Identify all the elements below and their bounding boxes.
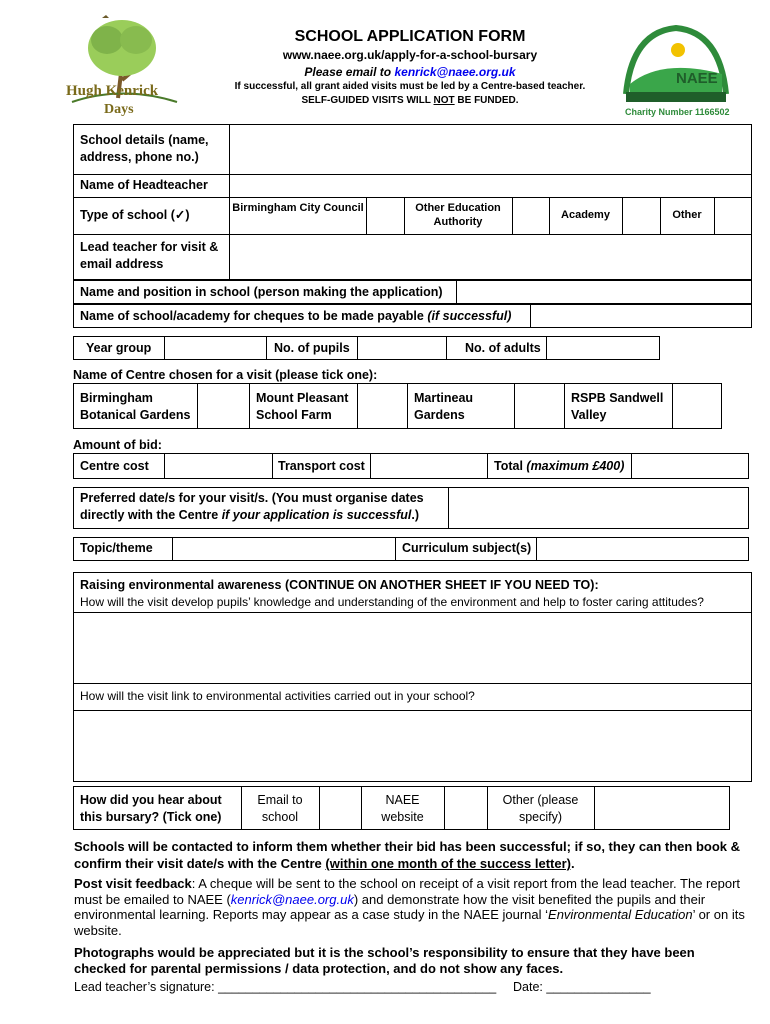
note-2-a: SELF-GUIDED VISITS WILL [301, 95, 434, 106]
pupils-input[interactable] [358, 337, 445, 359]
footer-email-link[interactable]: kenrick@naee.org.uk [230, 891, 354, 907]
centre-checkbox-martineau[interactable] [515, 384, 563, 428]
applicant-input[interactable] [457, 281, 751, 303]
type-option-label: Academy [561, 209, 610, 221]
divider [487, 786, 488, 830]
type-checkbox-other[interactable] [715, 199, 751, 233]
hear-checkbox-email[interactable] [320, 787, 360, 829]
naee-logo [622, 24, 730, 108]
type-checkbox-bcc[interactable] [367, 199, 403, 233]
total-text: Total [494, 459, 527, 473]
total-label [494, 458, 624, 475]
divider [249, 383, 250, 429]
topic-label: Topic/theme [80, 541, 153, 555]
cheque-note: (if successful) [427, 309, 512, 323]
adults-label: No. of adults [465, 341, 541, 355]
centre-heading: Name of Centre chosen for a visit (please tick one): [73, 368, 378, 382]
school-details-input[interactable] [230, 125, 751, 174]
page-title: SCHOOL APPLICATION FORM [294, 28, 526, 45]
lead-teacher-input[interactable] [230, 235, 751, 279]
divider [266, 336, 267, 360]
curriculum-label: Curriculum subject(s) [402, 541, 532, 555]
transport-cost-label: Transport cost [278, 459, 365, 473]
header-url: www.naee.org.uk/apply-for-a-school-bursary [282, 48, 538, 62]
headteacher-label: Name of Headteacher [80, 178, 208, 192]
divider [564, 383, 565, 429]
cheque-label-text: Name of school/academy for cheques to be made payable [80, 309, 428, 323]
centre-checkbox-farm[interactable] [358, 384, 406, 428]
divider [395, 537, 396, 561]
type-option-label: Other Education Authority [415, 202, 501, 228]
year-group-label: Year group [86, 341, 152, 355]
charity-number: Charity Number 1166502 [625, 107, 730, 117]
footer-p2-a: : A cheque will be sent to the school on receipt of a visit report from the lead teacher. The report must be emailed to NAEE ( [74, 876, 741, 907]
divider [73, 683, 752, 684]
type-checkbox-academy[interactable] [623, 199, 659, 233]
date-line[interactable]: Date: _______________ [513, 980, 651, 994]
footer-p1-underline: (within one month of the success letter) [325, 856, 571, 871]
centre-cost-input[interactable] [165, 454, 271, 478]
dates-note: if your application is successful [221, 508, 412, 522]
hear-checkbox-website[interactable] [445, 787, 486, 829]
hear-other-input[interactable] [595, 787, 729, 829]
email-prefix: Please email to [304, 65, 395, 79]
bid-heading: Amount of bid: [73, 438, 162, 452]
type-option-label: Other [672, 209, 702, 221]
header-note-1: If successful, all grant aided visits must be led by a Centre-based teacher. [234, 81, 586, 92]
logo-left-text-2: Days [104, 102, 134, 117]
adults-input[interactable] [547, 337, 659, 359]
lead-teacher-label: Lead teacher for visit & email address [80, 240, 219, 271]
centre-checkbox-rspb[interactable] [673, 384, 721, 428]
centre-option-label: Mount Pleasant School Farm [256, 391, 349, 422]
curriculum-input[interactable] [537, 538, 748, 560]
divider [241, 786, 242, 830]
divider [361, 786, 362, 830]
centre-option-label: Martineau Gardens [414, 391, 474, 422]
transport-cost-input[interactable] [371, 454, 486, 478]
type-option-label: Birmingham City Council [232, 202, 364, 214]
divider [73, 197, 752, 198]
school-details-label: School details (name, address, phone no.) [80, 133, 209, 164]
year-group-input[interactable] [165, 337, 265, 359]
footer-p2-head: Post visit feedback [74, 876, 192, 891]
divider [404, 198, 405, 234]
note-2-not: NOT [433, 95, 455, 106]
divider [487, 453, 488, 479]
footer-paragraph-1 [74, 838, 746, 872]
awareness-q1: How will the visit develop pupils’ knowledge and understanding of the environment and help to foster caring attitudes? [80, 595, 704, 609]
footer-journal: Environmental Education [548, 907, 693, 922]
naee-logo-text: NAEE [676, 70, 718, 87]
dates-input[interactable] [449, 488, 748, 528]
dates-end: .) [411, 508, 419, 522]
footer-paragraph-3: Photographs would be appreciated but it is the school’s responsibility to ensure that they have been checked for parental permissions / data protection, and do not show any faces. [74, 945, 695, 976]
hear-option-label: Email to school [257, 793, 303, 824]
type-checkbox-oea[interactable] [513, 199, 548, 233]
dates-label-text: Preferred date/s for your visit/s. (You must organise dates directly with the Centre [80, 491, 424, 522]
note-2-b: BE FUNDED. [454, 95, 519, 106]
dates-label [80, 490, 445, 524]
school-type-label: Type of school (✓) [80, 208, 190, 222]
awareness-q2-input[interactable] [74, 711, 751, 781]
cheque-label [80, 308, 511, 325]
awareness-q2: How will the visit link to environmental activities carried out in your school? [80, 689, 475, 703]
email-link[interactable]: kenrick@naee.org.uk [394, 65, 516, 79]
divider [407, 383, 408, 429]
footer-paragraph-2 [74, 876, 746, 938]
header-note-2 [200, 94, 620, 107]
hear-label: How did you hear about this bursary? (Tick one) [80, 793, 222, 824]
topic-input[interactable] [173, 538, 394, 560]
footer-p2-c: ’ or on its website. [74, 907, 745, 938]
footer-p2-b: ) and demonstrate how the visit benefited the pupils and their environmental learning. Reports may appear as a case study in the NAEE journal ‘ [74, 891, 706, 922]
cheque-input[interactable] [531, 305, 751, 327]
awareness-q1-input[interactable] [74, 613, 751, 683]
footer-p1-end: . [570, 856, 575, 871]
divider [446, 336, 447, 360]
signature-line[interactable]: Lead teacher’s signature: ________________________________________ [74, 980, 497, 994]
awareness-heading: Raising environmental awareness (CONTINUE ON ANOTHER SHEET IF YOU NEED TO): [80, 578, 599, 592]
total-note: (maximum £400) [526, 459, 625, 473]
pupils-label: No. of pupils [274, 341, 350, 355]
centre-checkbox-botanical[interactable] [198, 384, 248, 428]
divider [272, 453, 273, 479]
centre-cost-label: Centre cost [80, 459, 149, 473]
logo-left-text-1: Hugh Kenrick [66, 83, 159, 99]
hear-option-label: NAEE website [381, 793, 424, 824]
footer-p1-text: Schools will be contacted to inform them whether their bid has been successful; if so, they can then book & confirm their visit date/s with the Centre [74, 839, 740, 871]
total-input[interactable] [632, 454, 748, 478]
applicant-label: Name and position in school (person making the application) [80, 285, 443, 299]
centre-option-label: Birmingham Botanical Gardens [80, 391, 191, 422]
hear-option-label: Other (please specify) [502, 793, 579, 824]
headteacher-input[interactable] [230, 175, 751, 197]
header-email-line [200, 64, 620, 80]
centre-option-label: RSPB Sandwell Valley [571, 391, 664, 422]
